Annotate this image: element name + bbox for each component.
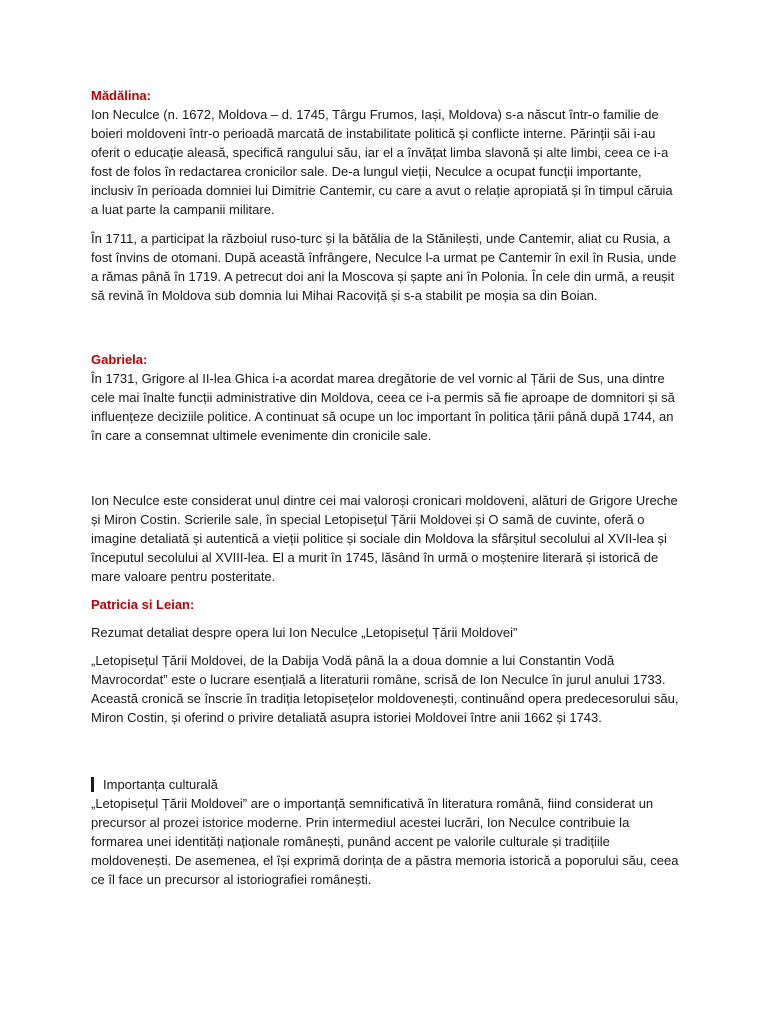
paragraph-biography-exile: În 1711, a participat la războiul ruso-turc și la bătălia de la Stănilești, unde Cantemir, aliat cu Rusia, a fost învins de otomani. După această înfrângere, Neculce l-a urmat pe Cantemir în exil în Rusia, unde a rămas până în 1719. A petrecut doi ani la Moscova și șapte ani în Polonia. În cele din urmă, a reușit să revină în Moldova sub domnia lui Mihai Racoviță și s-a stabilit pe moșia sa din Boian. [91, 231, 677, 303]
paragraph-letopiset-intro: „Letopisețul Țării Moldovei, de la Dabija Vodă până la a doua domnie a lui Constantin Vodă Mavrocordat” este o lucrare esențială a literaturii române, scrisă de Ion Neculce în jurul anului 1733. Această cronică se înscrie în tradiția letopisețelor moldovenești, continuând opera predecesorului său, Miron Costin, și oferind o privire detaliată asupra istoriei Moldovei între anii 1662 și 1743. [91, 653, 679, 725]
heading-bar-marker [91, 777, 94, 792]
subheading-cultural-importance [91, 775, 681, 794]
subheading-label: Importanța culturală [103, 777, 218, 792]
paragraph-biography-early: Ion Neculce (n. 1672, Moldova – d. 1745, Târgu Frumos, Iași, Moldova) s-a născut într-o familie de boieri moldoveni într-o perioadă marcată de instabilitate politică și conflicte interne. Părinții săi i-au oferit o educație aleasă, specifică rangului său, iar el a învățat limba slavonă și alte limbi, ceea ce i-a fost de folos în redactarea cronicilor sale. De-a lungul vieții, Neculce a ocupat funcții importante, inclusiv în perioada domniei lui Dimitrie Cantemir, cu care a avut o relație apropiată și în timpul căruia a luat parte la campanii militare. [91, 107, 673, 217]
paragraph-summary-title: Rezumat detaliat despre opera lui Ion Neculce „Letopisețul Țării Moldovei” [91, 625, 518, 640]
paragraph-vornic: În 1731, Grigore al II-lea Ghica i-a acordat marea dregătorie de vel vornic al Țării de Sus, una dintre cele mai înalte funcții administrative din Moldova, ceea ce i-a permis să fie aproape de domnitori și să influențeze deciziile politice. A continuat să ocupe un loc important în politica țării până după 1744, an în care a consemnat ultimele evenimente din cronicile sale. [91, 371, 675, 443]
paragraph-cultural-importance: „Letopisețul Țării Moldovei” are o importanță semnificativă în literatura română, fiind considerat un precursor al prozei istorice moderne. Prin intermediul acestei lucrări, Ion Neculce contribuie la formarea unei identități naționale românești, punând accent pe valorile culturale și tradițiile moldovenești. De asemenea, el își exprimă dorința de a păstra memoria istorică a poporului său, ceea ce îl face un precursor al istoriografiei românești. [91, 796, 679, 887]
section-heading-gabriela: Gabriela: [91, 352, 148, 367]
section-heading-patricia-leian: Patricia si Leian: [91, 597, 195, 612]
paragraph-legacy: Ion Neculce este considerat unul dintre cei mai valoroși cronicari moldoveni, alături de Grigore Ureche și Miron Costin. Scrierile sale, în special Letopisețul Țării Moldovei și O samă de cuvinte, oferă o imagine detaliată și autentică a vieții politice și sociale din Moldova la sfârșitul secolului al XVII-lea și începutul secolului al XVIII-lea. El a murit în 1745, lăsând în urmă o moștenire literară și istorică de mare valoare pentru posteritate. [91, 493, 678, 584]
document-page [91, 86, 681, 889]
section-heading-madalina: Mădălina: [91, 88, 151, 103]
